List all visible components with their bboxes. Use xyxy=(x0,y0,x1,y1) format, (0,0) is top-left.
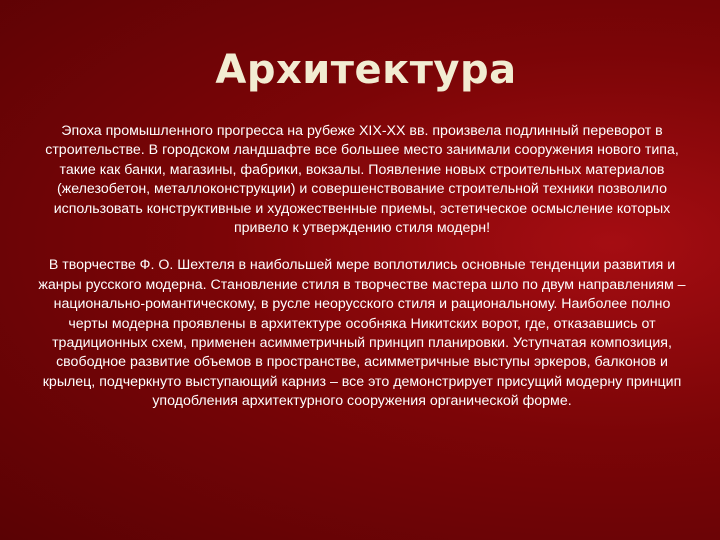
slide-title: Архитектура xyxy=(215,47,517,93)
slide-body xyxy=(34,122,690,412)
paragraph-shekhtel: В творчестве Ф. О. Шехтеля в наибольшей мере воплотились основные тенденции развития и жанры русского модерна. Становление стиля в творчестве мастера шло по двум направлениям – национально-романтическому, в русле неорусского стиля и рациональному. Наиболее полно черты модерна проявлены в архитектуре особняка Никитских ворот, где, отказавшись от традиционных схем, применен асимметричный принцип планировки. Уступчатая композиция, свободное развитие объемов в пространстве, асимметричные выступы эркеров, балконов и крылец, подчеркнуто выступающий карниз – все это демонстрирует присущий модерну принцип уподобления архитектурного сооружения органической форме. xyxy=(38,257,686,410)
paragraph-intro: Эпоха промышленного прогресса на рубеже XIX-XX вв. произвела подлинный переворот в строительстве. В городском ландшафте все большее место занимали сооружения нового типа, такие как банки, магазины, фабрики, вокзалы. Появление новых строительных материалов (железобетон, металлоконструкции) и совершенствование строительной техники позволило использовать конструктивные и художественные приемы, эстетическое осмысление которых привело к утверждению стиля модерн! xyxy=(45,123,679,237)
